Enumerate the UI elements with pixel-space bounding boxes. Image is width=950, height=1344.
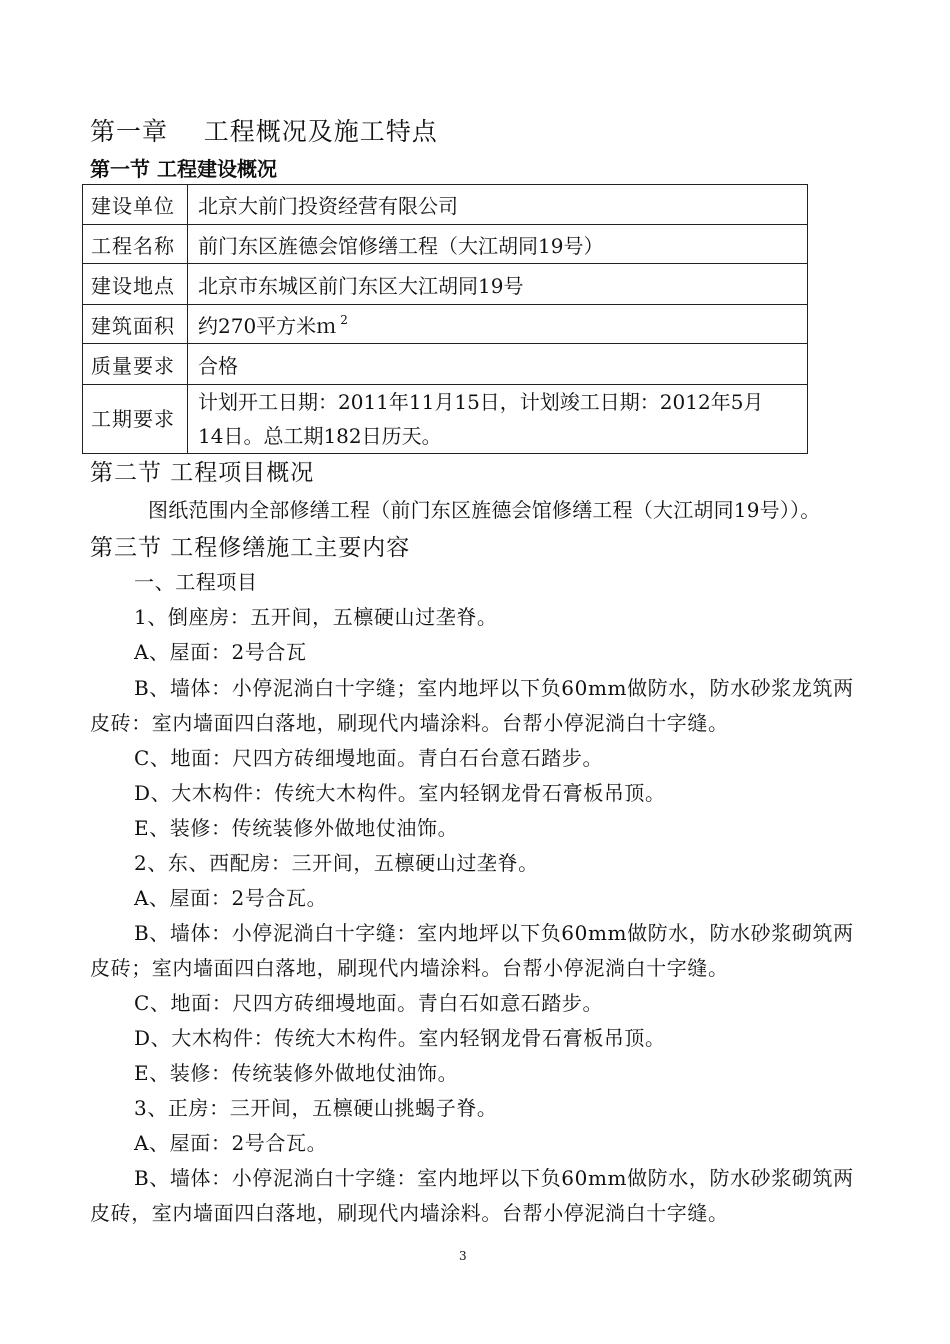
body-line: 皮砖：室内墙面四白落地，刷现代内墙涂料。台帮小停泥淌白十字缝。 bbox=[90, 711, 729, 735]
body-line: A、屋面：2号合瓦。 bbox=[134, 1131, 328, 1155]
table-value: 北京大前门投资经营有限公司 bbox=[188, 185, 808, 225]
body-line: B、墙体：小停泥淌白十字缝：室内地坪以下负60mm做防水，防水砂浆砌筑两 bbox=[134, 1166, 854, 1190]
table-key: 工程名称 bbox=[83, 225, 188, 264]
body-line: A、屋面：2号合瓦 bbox=[134, 640, 307, 664]
body-line: C、地面：尺四方砖细墁地面。青白石如意石踏步。 bbox=[134, 991, 604, 1015]
section-3-title: 第三节 工程修缮施工主要内容 bbox=[90, 535, 411, 561]
table-row bbox=[83, 305, 808, 344]
table-row bbox=[83, 225, 808, 264]
body-line: 2、东、西配房：三开间，五檩硬山过垄脊。 bbox=[134, 851, 539, 875]
body-line: 一、工程项目 bbox=[134, 570, 258, 594]
table-value: 北京市东城区前门东区大江胡同19号 bbox=[188, 264, 808, 305]
table-key: 建设地点 bbox=[83, 264, 188, 305]
chapter-title: 第一章 工程概况及施工特点 bbox=[90, 117, 438, 146]
table-key: 质量要求 bbox=[83, 344, 188, 385]
table-key: 建设单位 bbox=[83, 185, 188, 225]
body-line: B、墙体：小停泥淌白十字缝：室内地坪以下负60mm做防水，防水砂浆砌筑两 bbox=[134, 921, 854, 945]
section-1-title: 第一节 工程建设概况 bbox=[90, 157, 277, 181]
body-line: E、装修：传统装修外做地仗油饰。 bbox=[134, 1061, 459, 1085]
superscript: 2 bbox=[340, 312, 348, 327]
page-number: 3 bbox=[459, 1249, 467, 1263]
table-row bbox=[83, 385, 808, 454]
body-line: 1、倒座房：五开间，五檩硬山过垄脊。 bbox=[134, 605, 498, 629]
table-value-line: 计划开工日期：2011年11月15日，计划竣工日期：2012年5月 bbox=[198, 390, 764, 414]
table-value: 约270平方米ｍ bbox=[198, 313, 337, 338]
section-2-title: 第二节 工程项目概况 bbox=[90, 460, 315, 486]
body-line: C、地面：尺四方砖细墁地面。青白石台意石踏步。 bbox=[134, 746, 604, 770]
table-value-cell bbox=[188, 385, 808, 454]
table-row bbox=[83, 264, 808, 305]
body-line: E、装修：传统装修外做地仗油饰。 bbox=[134, 816, 459, 840]
body-line: 3、正房：三开间，五檩硬山挑蝎子脊。 bbox=[134, 1096, 498, 1120]
body-line: A、屋面：2号合瓦。 bbox=[134, 886, 328, 910]
table-row bbox=[83, 185, 808, 225]
body-line: B、墙体：小停泥淌白十字缝；室内地坪以下负60mm做防水，防水砂浆龙筑两 bbox=[134, 676, 854, 700]
table-key: 建筑面积 bbox=[83, 305, 188, 344]
table-row bbox=[83, 344, 808, 385]
table-value-cell bbox=[188, 305, 808, 344]
table-value: 合格 bbox=[188, 344, 808, 385]
table-key: 工期要求 bbox=[83, 385, 188, 454]
table-value: 前门东区旌德会馆修缮工程（大江胡同19号） bbox=[188, 225, 808, 264]
body-line: 皮砖，室内墙面四白落地，刷现代内墙涂料。台帮小停泥淌白十字缝。 bbox=[90, 1201, 729, 1225]
body-line: D、大木构件：传统大木构件。室内轻钢龙骨石膏板吊顶。 bbox=[134, 1026, 666, 1050]
project-info-table bbox=[82, 184, 808, 454]
body-line: D、大木构件：传统大木构件。室内轻钢龙骨石膏板吊顶。 bbox=[134, 781, 666, 805]
table-value-line: 14日。总工期182日历天。 bbox=[198, 424, 442, 448]
body-line: 皮砖；室内墙面四白落地，刷现代内墙涂料。台帮小停泥淌白十字缝。 bbox=[90, 956, 729, 980]
section-2-text: 图纸范围内全部修缮工程（前门东区旌德会馆修缮工程（大江胡同19号））。 bbox=[148, 498, 821, 522]
